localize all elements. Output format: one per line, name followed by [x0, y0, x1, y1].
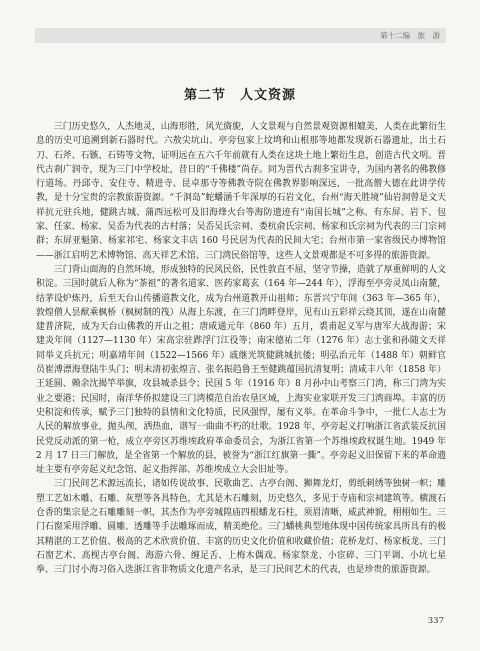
page-number: 337 [427, 616, 444, 626]
running-header-section-label: 第十二编 旅 游 [380, 31, 440, 40]
body-text [36, 120, 446, 578]
paragraph-historical-heritage: 三门背山面海的自然环境，形成独特的民风民俗，民性敦直不屈，坚守节操，造就了厚重鲜明的人文积淀。三国时就后人称为“茶祖”的著名道家、医药家葛玄（164 年—244 年），浮海至亭旁灵凤山南麓，结茅设炉炼丹，后至天台山传播道教文化，成为台州道教开山祖师；东晋兴宁年间（363 年—365 年），敦煌僧人昙猷乘枫桥（枫树制的筏）从海上东渡，在三门湾畔登岸，见有山五彩祥云绕其顶，遂在山南麓建普济院，成为天台山佛教的开山之祖；唐咸通元年（860 年）五月，裘甫起义军与唐军大战海游；宋建炎年间（1127—1130 年）宋高宗驻跸浮门江役等；南宋德祐二年（1276 年）志士张和孙随文天祥同举义兵抗元；明嘉靖年间（1522—1566 年）戚继光筑健跳城抗倭；明弘治元年（1488 年）朝鲜官员崔溥漂海登陆牛头门；明末清初张煌言、张名振趋鲁王至健跳蕴国抗清复明；清咸丰八年（1858 年）王延圆、赖余沈揭竿举旗，攻县城杀县令；民国 5 年（1916 年）8 月孙中山考察三门湾，称三门湾为实业之要港；民国时，南洋华侨拟建设三门湾模范自治农垦区域，上海实业家联开发三门湾商埠。丰富的历史积淀和传承，赋予三门独特的县情和文化特质，民风强悍，屡有义举。在革命斗争中，一批仁人志士为人民的解放事业，抛头颅，洒热血，谱写一曲曲不朽的壮歌。1928 年，亭旁起义打响浙江省武装反抗国民党反动派的第一枪，成立亭旁区苏维埃政府革命委员会，为浙江省第一个苏维埃政权诞生地。1949 年 2 月 17 日三门解放，是全省第一个解放的县，被誉为“浙江红旗第一撕”。亭旁起义旧保留下来的革命遗址主要有亭旁起义纪念馆、起义指挥部、苏维埃成立大会旧址等。 [36, 264, 446, 476]
paragraph-history-overview: 三门历史悠久，人杰地灵，山海形胜，风光旖旎，人文景观与自然景观资源相媲美，人类在此繁衍生息的历史可追溯到新石器时代。六敖尖坑山、亭旁包家上坟塆和山根那等地都发现新石器遗址，出土石刀、石斧、石镞、石铸等文物，证明远在五六千年前就有人类在这块土地上繁衍生息，创造古代文明。晋代古刹广润寺，现为三门中学校址，昔日的“千佛楼”尚存。同为晋代古刹多宝讲寺，为国内著名的佛教修行道场。丹邱寺、安住寺、精进寺、昆卓那寺等佛教寺院在佛教界影响深远，一批高僧大德在此讲学传教，是十分宝贵的宗教旅游资源。“千洞岛”蛇蟠涵千年深厚的石岩文化，台州“海天胜境”仙岩洞曾是文天祥抗元驻兵地，健跳古城、蒲西远松可及旧海烽火台等海防遗迹有“南国长城”之称。有东屏、岩下、包家、任家、杨家、吴岙为代表的古村落；吴岙吴氏宗祠、娄杭俞氏宗祠、杨家和氏宗祠为代表的三门宗祠群；东屏亚魁第、杨家祁宅、杨家文丰店 160 号民居为代表的民间大宅；台州市第一家省级民办博物馆——浙江启明艺术博物馆、高天祥艺术馆、三门湾民俗馆等，这些人文景观都是不可多得的旅游资源。 [36, 122, 446, 261]
running-header [35, 28, 446, 43]
paragraph-folk-arts: 三门民间艺术源远流长，诸如传说故事、民歌曲艺、古亭台阁、狮舞龙灯，剪纸刺绣等独树一帜；雕塑工艺如木雕、石雕、灰塑等各具特色，尤其是木石雕刻，历史悠久，多见于寺庙和宗祠建筑等。横渡石仓香的集宗是之石雕雕刻一帜，其杰作为亭旁城隍庙四根蟠龙石柱，须眉清晰，威武神貌，栩栩如生。三门石窗采用浮雕、圆雕、透雕等手法雕琢而成，精美绝伦。三门蟠桃典型地体现中国传统家具所具有的极其精湛的工艺价值、极高的艺术欣赏价值、丰富的历史文化价值和收藏价值；花桥龙灯、杨家板龙、三门石窗艺术、高枧古亭台阁、海游六骨、缠足舌、上梅木偶戏、杨家祭龙、小宦碎、三门平调、小坑七星拳、三门讨小海习俗入选浙江省非物质文化遗产名录，是三门民间艺术的代表，也是珍贵的旅游资源。 [36, 479, 446, 576]
section-title: 第二节 人文资源 [183, 88, 296, 103]
